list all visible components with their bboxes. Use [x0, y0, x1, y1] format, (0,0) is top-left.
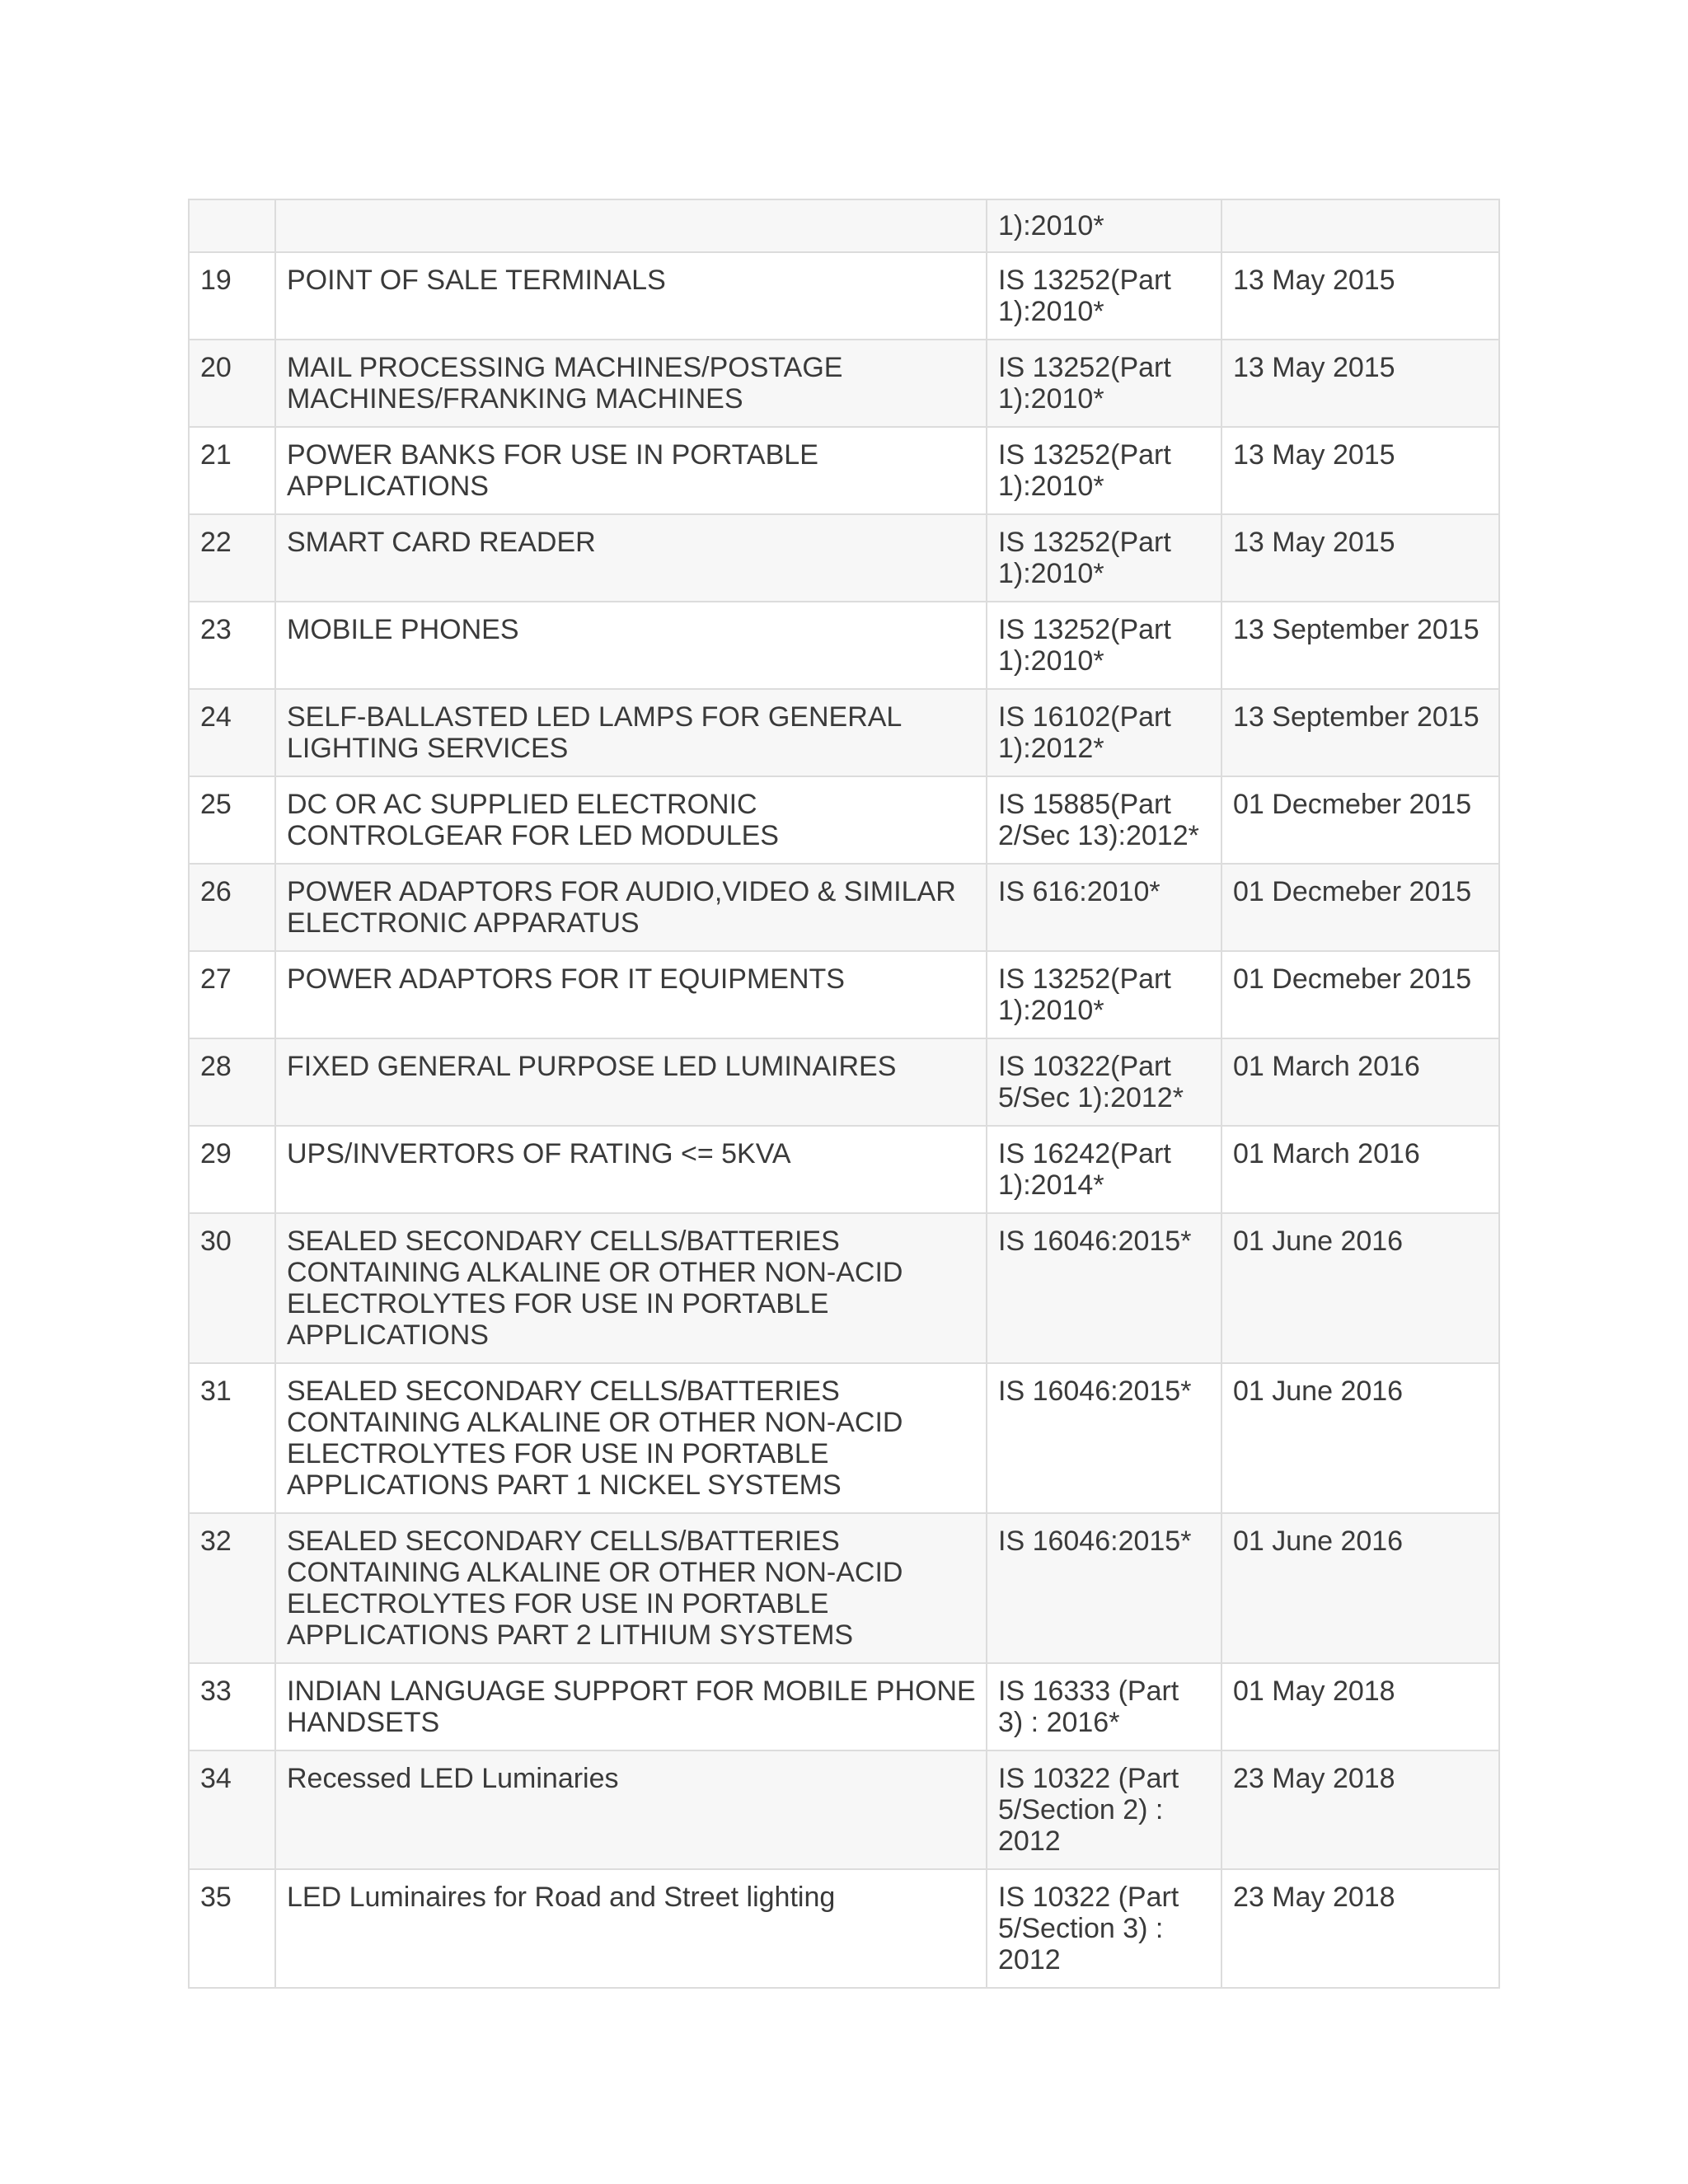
indian-standard-cell: IS 10322(Part 5/Sec 1):2012*: [987, 1038, 1221, 1126]
serial-number-cell: 19: [189, 252, 275, 340]
product-category-cell: INDIAN LANGUAGE SUPPORT FOR MOBILE PHONE HANDSETS: [275, 1663, 987, 1750]
product-category-cell: SELF-BALLASTED LED LAMPS FOR GENERAL LIGHTING SERVICES: [275, 689, 987, 776]
table-row: [189, 1750, 1499, 1869]
indian-standard-cell: 1):2010*: [987, 199, 1221, 252]
serial-number-cell: 30: [189, 1213, 275, 1363]
date-cell: 13 May 2015: [1221, 514, 1499, 602]
date-cell: 01 June 2016: [1221, 1363, 1499, 1513]
date-cell: 13 May 2015: [1221, 427, 1499, 514]
serial-number-cell: 27: [189, 951, 275, 1038]
table-row: [189, 199, 1499, 252]
indian-standard-cell: IS 16242(Part 1):2014*: [987, 1126, 1221, 1213]
date-cell: 01 March 2016: [1221, 1038, 1499, 1126]
indian-standard-cell: IS 13252(Part 1):2010*: [987, 340, 1221, 427]
table-row: [189, 1038, 1499, 1126]
product-category-cell: DC OR AC SUPPLIED ELECTRONIC CONTROLGEAR FOR LED MODULES: [275, 776, 987, 864]
indian-standard-cell: IS 16102(Part 1):2012*: [987, 689, 1221, 776]
date-cell: 01 March 2016: [1221, 1126, 1499, 1213]
product-category-cell: SMART CARD READER: [275, 514, 987, 602]
serial-number-cell: 24: [189, 689, 275, 776]
serial-number-cell: 34: [189, 1750, 275, 1869]
standards-table: [188, 199, 1500, 1989]
serial-number-cell: 33: [189, 1663, 275, 1750]
indian-standard-cell: IS 13252(Part 1):2010*: [987, 514, 1221, 602]
indian-standard-cell: IS 16333 (Part 3) : 2016*: [987, 1663, 1221, 1750]
standards-table-body: [189, 199, 1499, 1988]
serial-number-cell: 25: [189, 776, 275, 864]
date-cell: [1221, 199, 1499, 252]
indian-standard-cell: IS 10322 (Part 5/Section 2) : 2012: [987, 1750, 1221, 1869]
date-cell: 13 May 2015: [1221, 340, 1499, 427]
serial-number-cell: 22: [189, 514, 275, 602]
date-cell: 13 September 2015: [1221, 689, 1499, 776]
date-cell: 23 May 2018: [1221, 1750, 1499, 1869]
table-row: [189, 689, 1499, 776]
serial-number-cell: 26: [189, 864, 275, 951]
table-row: [189, 1363, 1499, 1513]
serial-number-cell: 23: [189, 602, 275, 689]
indian-standard-cell: IS 616:2010*: [987, 864, 1221, 951]
product-category-cell: POINT OF SALE TERMINALS: [275, 252, 987, 340]
date-cell: 01 Decmeber 2015: [1221, 776, 1499, 864]
date-cell: 01 May 2018: [1221, 1663, 1499, 1750]
product-category-cell: FIXED GENERAL PURPOSE LED LUMINAIRES: [275, 1038, 987, 1126]
date-cell: 01 Decmeber 2015: [1221, 864, 1499, 951]
table-row: [189, 776, 1499, 864]
serial-number-cell: [189, 199, 275, 252]
serial-number-cell: 35: [189, 1869, 275, 1988]
serial-number-cell: 31: [189, 1363, 275, 1513]
serial-number-cell: 32: [189, 1513, 275, 1663]
product-category-cell: MAIL PROCESSING MACHINES/POSTAGE MACHINES/FRANKING MACHINES: [275, 340, 987, 427]
product-category-cell: POWER ADAPTORS FOR AUDIO,VIDEO & SIMILAR ELECTRONIC APPARATUS: [275, 864, 987, 951]
table-row: [189, 602, 1499, 689]
product-category-cell: POWER BANKS FOR USE IN PORTABLE APPLICATIONS: [275, 427, 987, 514]
date-cell: 01 June 2016: [1221, 1213, 1499, 1363]
indian-standard-cell: IS 13252(Part 1):2010*: [987, 602, 1221, 689]
table-row: [189, 951, 1499, 1038]
table-row: [189, 427, 1499, 514]
table-row: [189, 340, 1499, 427]
table-row: [189, 1126, 1499, 1213]
product-category-cell: Recessed LED Luminaries: [275, 1750, 987, 1869]
indian-standard-cell: IS 13252(Part 1):2010*: [987, 951, 1221, 1038]
product-category-cell: MOBILE PHONES: [275, 602, 987, 689]
serial-number-cell: 28: [189, 1038, 275, 1126]
indian-standard-cell: IS 16046:2015*: [987, 1513, 1221, 1663]
product-category-cell: SEALED SECONDARY CELLS/BATTERIES CONTAINING ALKALINE OR OTHER NON-ACID ELECTROLYTES FOR USE IN PORTABLE APPLICATIONS PART 2 LITHIUM SYSTEMS: [275, 1513, 987, 1663]
table-row: [189, 1213, 1499, 1363]
table-row: [189, 1663, 1499, 1750]
product-category-cell: POWER ADAPTORS FOR IT EQUIPMENTS: [275, 951, 987, 1038]
serial-number-cell: 20: [189, 340, 275, 427]
table-row: [189, 864, 1499, 951]
date-cell: 23 May 2018: [1221, 1869, 1499, 1988]
indian-standard-cell: IS 16046:2015*: [987, 1363, 1221, 1513]
serial-number-cell: 29: [189, 1126, 275, 1213]
table-row: [189, 1869, 1499, 1988]
serial-number-cell: 21: [189, 427, 275, 514]
table-row: [189, 514, 1499, 602]
product-category-cell: [275, 199, 987, 252]
product-category-cell: SEALED SECONDARY CELLS/BATTERIES CONTAINING ALKALINE OR OTHER NON-ACID ELECTROLYTES FOR USE IN PORTABLE APPLICATIONS PART 1 NICKEL SYSTEMS: [275, 1363, 987, 1513]
product-category-cell: LED Luminaires for Road and Street lighting: [275, 1869, 987, 1988]
indian-standard-cell: IS 13252(Part 1):2010*: [987, 252, 1221, 340]
date-cell: 13 May 2015: [1221, 252, 1499, 340]
indian-standard-cell: IS 13252(Part 1):2010*: [987, 427, 1221, 514]
date-cell: 13 September 2015: [1221, 602, 1499, 689]
indian-standard-cell: IS 15885(Part 2/Sec 13):2012*: [987, 776, 1221, 864]
indian-standard-cell: IS 10322 (Part 5/Section 3) : 2012: [987, 1869, 1221, 1988]
product-category-cell: SEALED SECONDARY CELLS/BATTERIES CONTAINING ALKALINE OR OTHER NON-ACID ELECTROLYTES FOR USE IN PORTABLE APPLICATIONS: [275, 1213, 987, 1363]
indian-standard-cell: IS 16046:2015*: [987, 1213, 1221, 1363]
date-cell: 01 June 2016: [1221, 1513, 1499, 1663]
table-row: [189, 252, 1499, 340]
date-cell: 01 Decmeber 2015: [1221, 951, 1499, 1038]
product-category-cell: UPS/INVERTORS OF RATING <= 5KVA: [275, 1126, 987, 1213]
table-row: [189, 1513, 1499, 1663]
